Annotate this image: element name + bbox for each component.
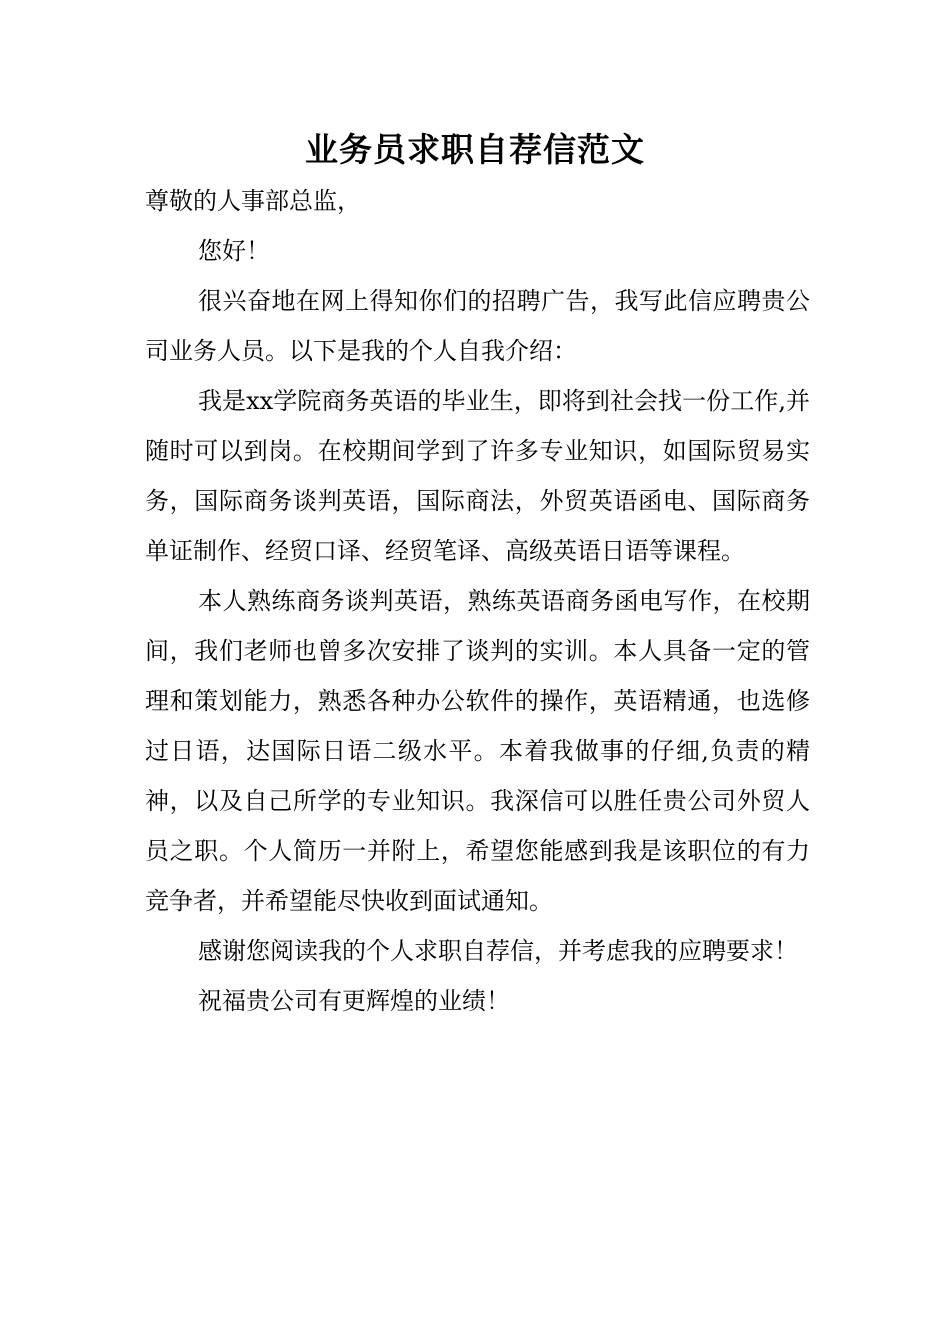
paragraph-intro: 很兴奋地在网上得知你们的招聘广告，我写此信应聘贵公司业务人员。以下是我的个人自我介绍： (145, 287, 810, 365)
letter-body (145, 176, 810, 1026)
paragraph-skills: 本人熟练商务谈判英语，熟练英语商务函电写作，在校期间，我们老师也曾多次安排了谈判的实训。本人具备一定的管理和策划能力，熟悉各种办公软件的操作，英语精通，也选修过日语，达国际日语二级水平。本着我做事的仔细,负责的精神，以及自己所学的专业知识。我深信可以胜任贵公司外贸人员之职。个人简历一并附上，希望您能感到我是该职位的有力竞争者，并希望能尽快收到面试通知。 (145, 587, 810, 915)
document-title: 业务员求职自荐信范文 (305, 130, 645, 169)
paragraph-closing: 祝福贵公司有更辉煌的业绩！ (198, 987, 510, 1015)
paragraph-thanks: 感谢您阅读我的个人求职自荐信，并考虑我的应聘要求！ (198, 937, 798, 965)
paragraph-education: 我是xx学院商务英语的毕业生，即将到社会找一份工作,并随时可以到岗。在校期间学到了许多专业知识，如国际贸易实务，国际商务谈判英语，国际商法，外贸英语函电、国际商务单证制作、经贸口译、经贸笔译、高级英语日语等课程。 (145, 387, 810, 565)
paragraph-greeting: 您好！ (198, 237, 270, 265)
salutation: 尊敬的人事部总监， (145, 187, 361, 215)
